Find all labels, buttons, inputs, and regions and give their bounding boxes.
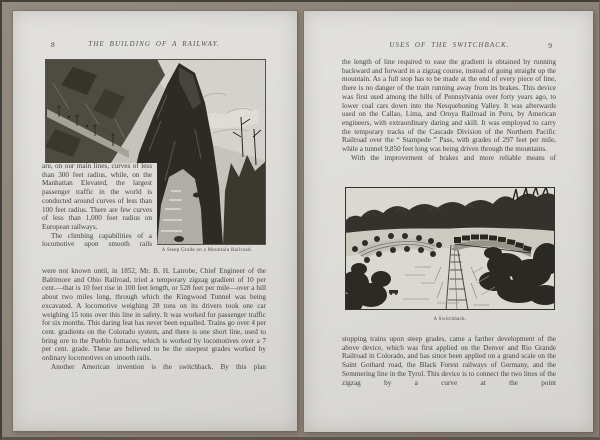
right-page bbox=[304, 11, 593, 432]
left-closing-line: Another American invention is the switchback. By this plan bbox=[51, 362, 266, 371]
right-closing-paragraph: stopping trains upon steep grades, came a farther development of the above device, which was first applied on the Denver and Rio Grande Railroad in Colorado, and has since been applied on a grand scale on the Saint Gothard road, the Black Forest railways of Germany, and the Semmering line in the Tyrol. This device is to connect the two lines of the zigzag by a curve at the point bbox=[342, 335, 556, 387]
left-wrap-column bbox=[42, 162, 152, 249]
right-body-paragraph: the length of line required to ease the gradient is obtained by running backward and forward in a zigzag course, instead of going straight up the mountain. As a full stop has to be made at the end of every piece of line, there is no danger of the train running away from its brakes. This device was first used among the hills of Pennsylvania over forty years ago, to lower coal cars down into the Nesquehoning Valley. It was afterwards used on the Callao, Lima, and Oroya Railroad in Peru, by American engineers, with extraordinary daring and skill. It was employed to carry the temporary tracks of the Cascade Division of the Northern Pacific Railroad over the “ Stampede ” Pass, with grades of 297 feet per mile, while a tunnel 9,850 feet long was being driven through the mountains. bbox=[342, 58, 556, 154]
left-wrap-paragraph: are, on our main lines, curves of less than 300 feet radius, while, on the Manhattan Elevated, the largest passenger traffic in the world is conducted around curves of less than 100 feet radius. There are few curves of less than 1,000 feet radius on European railways. bbox=[42, 162, 152, 231]
left-wrap-paragraph-2: The climbing capabilities of a locomotive upon smooth rails bbox=[42, 231, 152, 249]
switchback-engraving bbox=[345, 187, 555, 310]
right-page-number: 9 bbox=[548, 41, 552, 50]
left-page-number: 8 bbox=[51, 40, 55, 49]
right-image-caption: A Switchback. bbox=[433, 317, 467, 322]
right-running-head bbox=[342, 41, 557, 51]
left-running-title: THE BUILDING OF A RAILWAY. bbox=[88, 40, 220, 48]
switchback-illustration bbox=[345, 187, 555, 310]
left-body-block bbox=[42, 267, 266, 371]
right-transition-line: With the improvement of brakes and more reliable means of bbox=[351, 153, 556, 162]
left-image-caption: A Steep Grade on a Mountain Railroad. bbox=[161, 248, 253, 253]
left-body-paragraph: were not known until, in 1852, Mr. B. H. Latrobe, Chief Engineer of the Baltimore and Ohio Railroad, tried a temporary zigzag gradient of 10 per cent.—that is 10 feet rise in 100 feet length, or 528 feet per mile—over a hill about two miles long, through which the Kingwood Tunnel was being excavated. A locomotive weighing 28 tons on its drivers took one car weighing 15 tons over this line in safety. It was worked for passenger traffic for six months. This daring feat has never been equalled. Trains go over 4 per cent. gradients on the Colorado system, and there is one short line, used to bring ore to the Pueblo furnaces, which is worked by locomotives over a 7 per cent. grade. These are believed to be the steepest grades worked by ordinary locomotives on smooth rails. bbox=[42, 267, 266, 363]
left-page bbox=[13, 11, 297, 431]
left-running-head bbox=[42, 40, 266, 50]
right-running-title: USES OF THE SWITCHBACK. bbox=[389, 41, 510, 49]
right-closing-block bbox=[342, 335, 556, 387]
right-body-block bbox=[342, 58, 556, 162]
